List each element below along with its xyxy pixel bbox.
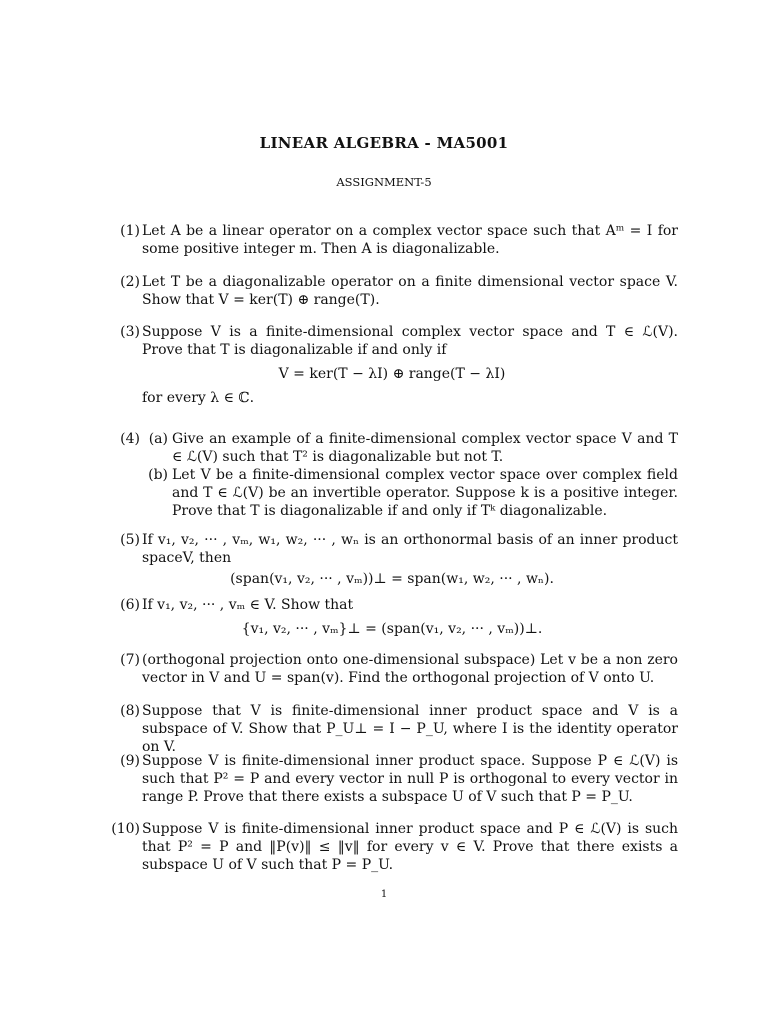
problem-number: (7) — [120, 652, 140, 668]
problem-1 — [106, 222, 678, 258]
problem-text: Suppose V is a finite-dimensional complex vector space and T ∈ ℒ(V). Prove that T is diagonalizable if and only if — [142, 324, 678, 358]
problem-9 — [106, 752, 678, 806]
problem-part-b — [142, 466, 678, 520]
problem-number: (2) — [120, 274, 140, 290]
problem-number: (5) — [120, 532, 140, 548]
display-equation: (span(v₁, v₂, ··· , vₘ))⊥ = span(w₁, w₂, ··· , wₙ). — [230, 571, 554, 587]
assignment-subtitle: ASSIGNMENT-5 — [336, 175, 432, 189]
problem-2 — [106, 273, 678, 309]
problem-text-after: for every λ ∈ ℂ. — [142, 390, 255, 406]
part-label: (b) — [148, 467, 168, 483]
problem-number: (9) — [120, 753, 140, 769]
document-title: LINEAR ALGEBRA - MA5001 — [259, 134, 509, 152]
problem-number: (3) — [120, 324, 140, 340]
problem-3 — [106, 323, 678, 407]
problem-text: Let A be a linear operator on a complex vector space such that Aᵐ = I for some positive integer m. Then A is diagonalizable. — [142, 223, 678, 257]
problem-text: (orthogonal projection onto one-dimensional subspace) Let v be a non zero vector in V and U = span(v). Find the orthogonal projection of V onto U. — [142, 652, 678, 686]
display-equation: {v₁, v₂, ··· , vₘ}⊥ = (span(v₁, v₂, ··· , vₘ))⊥. — [241, 621, 543, 637]
problem-8 — [106, 702, 678, 756]
problem-number: (1) — [120, 223, 140, 239]
part-label: (a) — [148, 431, 168, 447]
problem-text: Suppose that V is finite-dimensional inner product space and V is a subspace of V. Show that P_U⊥ = I − P_U, where I is the identity operator on V. — [142, 703, 678, 755]
problem-6 — [106, 596, 678, 642]
part-text: Let V be a finite-dimensional complex vector space over complex field and T ∈ ℒ(V) be an invertible operator. Suppose k is a positive integer. Prove that T is diagonalizable if and only if Tᵏ diagonalizable. — [172, 467, 678, 519]
display-equation: V = ker(T − λI) ⊕ range(T − λI) — [278, 366, 506, 382]
problem-5 — [106, 531, 678, 592]
problem-number: (10) — [111, 821, 140, 837]
problem-text: If v₁, v₂, ··· , vₘ ∈ V. Show that — [142, 597, 354, 613]
problem-4 — [106, 430, 678, 520]
problem-text: Let T be a diagonalizable operator on a finite dimensional vector space V. Show that V = ker(T) ⊕ range(T). — [142, 274, 678, 308]
problem-text: Suppose V is finite-dimensional inner product space. Suppose P ∈ ℒ(V) is such that P² = P and every vector in null P is orthogonal to every vector in range P. Prove that there exists a subspace U of V such that P = P_U. — [142, 753, 678, 805]
problem-number: (8) — [120, 703, 140, 719]
problem-number: (6) — [120, 597, 140, 613]
part-text: Give an example of a finite-dimensional complex vector space V and T ∈ ℒ(V) such that T² is diagonalizable but not T. — [172, 431, 678, 465]
problem-10 — [106, 820, 678, 874]
problem-number: (4) — [120, 431, 140, 447]
problem-7 — [106, 651, 678, 687]
problem-text: Suppose V is finite-dimensional inner product space and P ∈ ℒ(V) is such that P² = P and ‖P(v)‖ ≤ ‖v‖ for every v ∈ V. Prove that there exists a subspace U of V such that P = P_U. — [142, 821, 678, 873]
problem-text: If v₁, v₂, ··· , vₘ, w₁, w₂, ··· , wₙ is an orthonormal basis of an inner product spaceV, then — [142, 532, 678, 566]
page-number: 1 — [380, 889, 388, 900]
problem-part-a — [142, 430, 678, 466]
